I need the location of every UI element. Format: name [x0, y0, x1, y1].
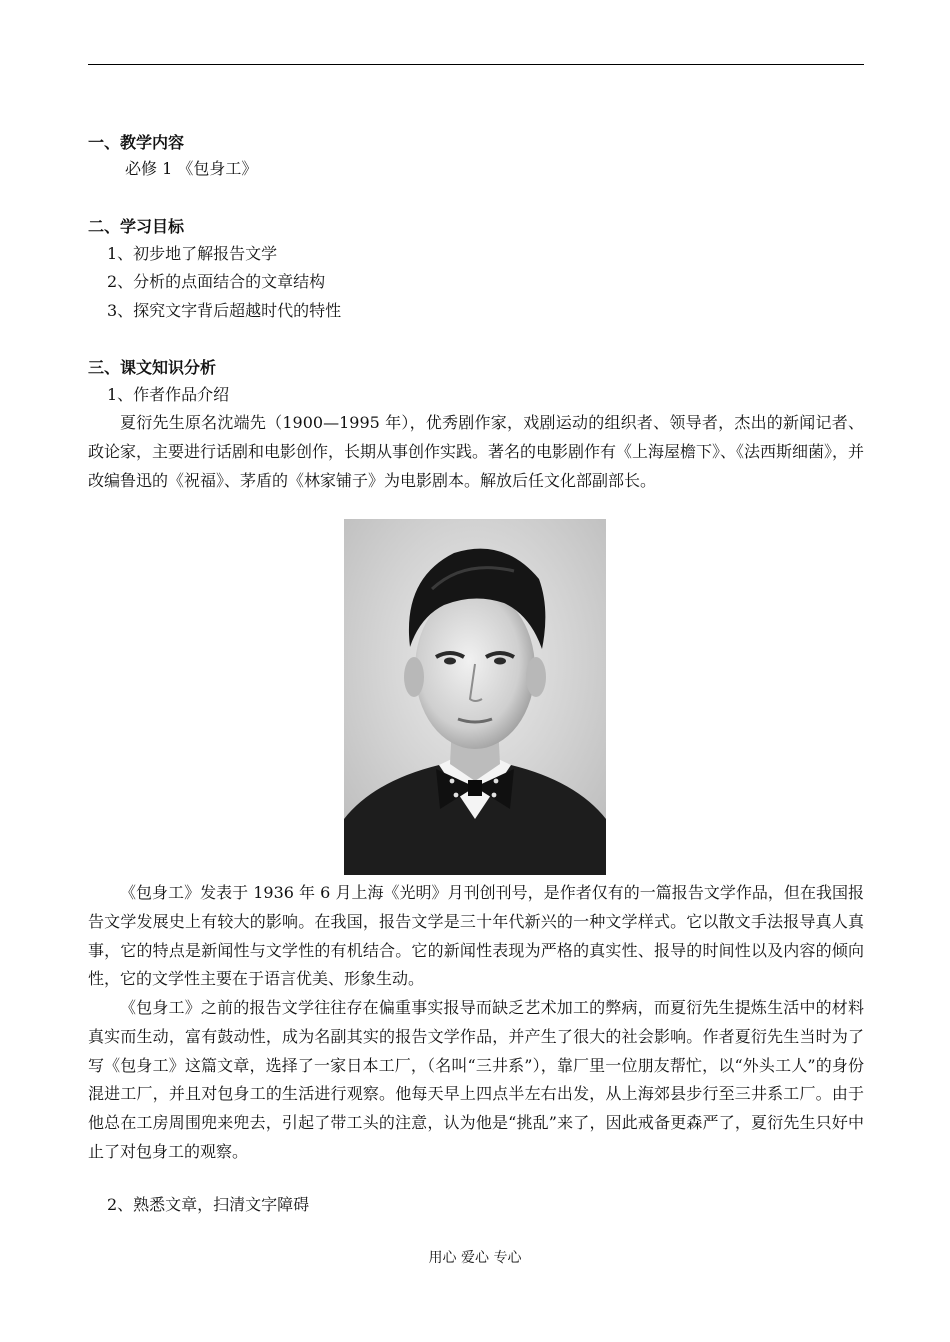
- subheading-author-intro: 1、作者作品介绍: [107, 385, 230, 404]
- learning-goal-item: 2、分析的点面结合的文章结构: [107, 272, 326, 291]
- header-rule: [88, 64, 864, 65]
- learning-goal-item: 3、探究文字背后超越时代的特性: [107, 301, 342, 320]
- learning-goal-item: 1、初步地了解报告文学: [107, 244, 278, 263]
- section-heading-learning-goals: 二、学习目标: [88, 217, 185, 236]
- author-intro-paragraph: 夏衍先生原名沈端先（1900—1995 年），优秀剧作家，戏剧运动的组织者、领导者，杰出的新闻记者、政论家，主要进行话剧和电影创作，长期从事创作实践。著名的电影剧作有《上海屋檐下》、《法西斯细菌》，并改编鲁迅的《祝福》、茅盾的《林家铺子》为电影剧本。解放后任文化部副部长。: [88, 413, 865, 490]
- page-footer: 用心 爱心 专心: [428, 1250, 522, 1266]
- creation-background-paragraph: 《包身工》之前的报告文学往往存在偏重事实报导而缺乏艺术加工的弊病，而夏衍先生提炼生活中的材料真实而生动，富有鼓动性，成为名副其实的报告文学作品，并产生了很大的社会影响。作者夏衍先生当时为了写《包身工》这篇文章，选择了一家日本工厂，（名叫“三井系”），靠厂里一位朋友帮忙，以“外头工人”的身份混进工厂，并且对包身工的生活进行观察。他每天早上四点半左右出发，从上海郊县步行至三井系工厂。由于他总在工房周围兜来兜去，引起了带工头的注意，认为他是“挑乱”来了，因此戒备更森严了，夏衍先生只好中止了对包身工的观察。: [88, 998, 864, 1161]
- section-heading-teaching-content: 一、教学内容: [88, 133, 185, 152]
- section-heading-text-analysis: 三、课文知识分析: [88, 358, 217, 377]
- portrait-image: [344, 519, 606, 875]
- author-portrait-photo: [344, 519, 606, 875]
- teaching-content-text: 必修 1 《包身工》: [125, 159, 258, 178]
- work-intro-paragraph: 《包身工》发表于 1936 年 6 月上海《光明》月刊创刊号，是作者仅有的一篇报告文学作品，但在我国报告文学发展史上有较大的影响。在我国，报告文学是三十年代新兴的一种文学样式。它以散文手法报导真人真事，它的特点是新闻性与文学性的有机结合。它的新闻性表现为严格的真实性、报导的时间性以及内容的倾向性，它的文学性主要在于语言优美、形象生动。: [88, 883, 864, 989]
- subheading-familiarize-text: 2、熟悉文章，扫清文字障碍: [107, 1195, 310, 1214]
